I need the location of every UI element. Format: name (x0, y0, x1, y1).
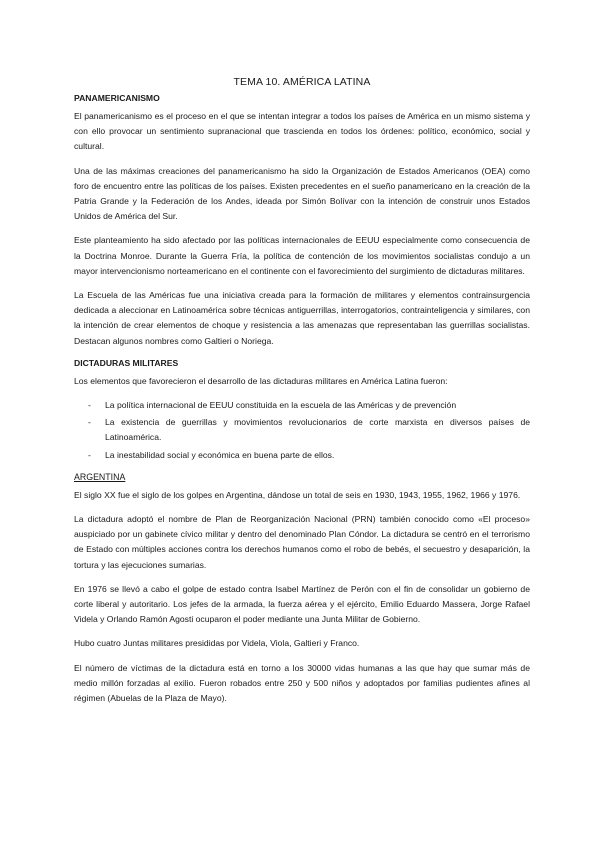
section-heading-dictaduras: DICTADURAS MILITARES (74, 357, 179, 368)
paragraph: El siglo XX fue el siglo de los golpes en Argentina, dándose un total de seis en 1930, 1943, 1955, 1962, 1966 y 1976. (74, 489, 521, 500)
paragraph: La dictadura adoptó el nombre de Plan de Reorganización Nacional (PRN) también conocido como «El proceso» auspiciado por un gabinete cívico militar y dentro del denominado Plan Cóndor. La dictadura se centró en el terrorismo de Estado con múltiples acciones contra los derechos humanos como el robo de bebés, el secuestro y desaparición, la tortura y las ejecuciones sumarias. (74, 514, 530, 570)
dash-bullet: - (88, 449, 91, 460)
dash-bullet: - (88, 417, 91, 428)
list-item-text: La existencia de guerrillas y movimientos revolucionarios de corte marxista en diversos países de Latinoamérica. (105, 417, 530, 443)
dash-bullet: - (88, 400, 91, 411)
section-heading-argentina: ARGENTINA (74, 471, 126, 482)
list-item (74, 398, 530, 413)
page-title: TEMA 10. AMÉRICA LATINA (233, 76, 371, 88)
paragraph: Los elementos que favorecieron el desarrollo de las dictaduras militares en América Latina fueron: (74, 375, 448, 386)
paragraph: Una de las máximas creaciones del panamericanismo ha sido la Organización de Estados Americanos (OEA) como foro de encuentro entre las políticas de los países. Existen precedentes en el sueño panamericano en la creación de la Patria Grande y la Federación de los Andes, ideada por Simón Bolívar con la intención de construir unos Estados Unidos de América del Sur. (74, 165, 530, 222)
paragraph: El panamericanismo es el proceso en el que se intentan integrar a todos los países de América en un mismo sistema y con ello provocar un sentimiento supranacional que trascienda en todos los órdenes: político, económico, social y cultural. (74, 111, 530, 152)
list-item-text: La inestabilidad social y económica en buena parte de ellos. (105, 449, 335, 460)
paragraph: Este planteamiento ha sido afectado por las políticas internacionales de EEUU especialmente como consecuencia de la Doctrina Monroe. Durante la Guerra Fría, la política de contención de los movimientos socialistas condujo a un mayor intervencionismo norteamericano en el continente con el favorecimiento del surgimiento de dictaduras militares. (74, 235, 530, 276)
paragraph: En 1976 se llevó a cabo el golpe de estado contra Isabel Martínez de Perón con el fin de consolidar un gobierno de corte liberal y autoritario. Los jefes de la armada, la fuerza aérea y el ejército, Emilio Eduardo Massera, Jorge Rafael Videla y Orlando Ramón Agosti ocuparon el poder mediante una Junta Militar de Gobierno. (74, 583, 530, 625)
paragraph: Hubo cuatro Juntas militares presididas por Videla, Viola, Galtieri y Franco. (74, 638, 360, 649)
list-item (74, 415, 530, 445)
section-heading-panamericanismo: PANAMERICANISMO (74, 93, 160, 103)
paragraph: El número de víctimas de la dictadura está en torno a los 30000 vidas humanas a las que hay que sumar más de medio millón forzadas al exilio. Fueron robados entre 250 y 500 niños y adoptados por familias pudientes afines al régimen (Abuelas de la Plaza de Mayo). (74, 662, 530, 704)
list-item-text: La política internacional de EEUU constituida en la escuela de las Américas y de prevención (105, 400, 457, 411)
paragraph: La Escuela de las Américas fue una iniciativa creada para la formación de militares y elementos contrainsurgencia dedicada a aleccionar en Latinoamérica sobre técnicas antiguerrillas, interrogatorios, contrainteligencia y similares, con la intención de crear elementos de choque y resistencia a las amenazas que representaban las guerrillas socialistas. Destacan algunos nombres como Galtieri o Noriega. (74, 290, 530, 346)
document-page (74, 76, 530, 715)
list-item (74, 448, 530, 463)
dash-list (74, 398, 530, 463)
